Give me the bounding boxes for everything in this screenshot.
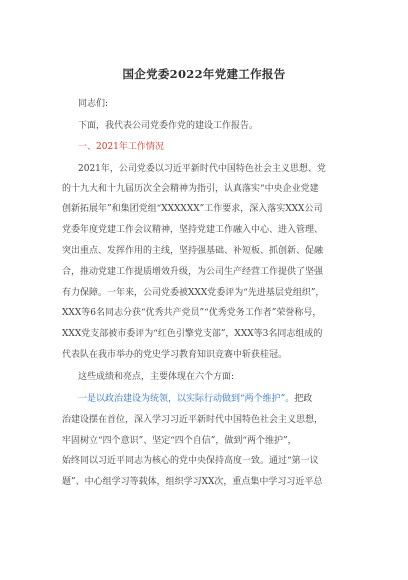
paragraph-line: 突出重点、发挥作用的主线，坚持强基础、补短板、抓创新、促融 — [62, 246, 324, 256]
paragraph-line: 这些成绩和亮点，主要体现在六个方面: — [78, 372, 235, 382]
paragraph-line: 2021年，公司党委以习近平新时代中国特色社会主义思想、党 — [78, 164, 326, 174]
salutation: 同志们: — [78, 99, 109, 109]
paragraph-line: 有力保障。一年来，公司党委被XXX党委评为“先进基层党组织”， — [62, 288, 325, 298]
paragraph-line: 题”、中心组学习等载体，组织学习XX次，重点集中学习习近平总 — [62, 477, 323, 487]
intro-line: 下面，我代表公司党委作党的建设工作报告。 — [78, 121, 259, 131]
paragraph-line: 牢固树立“四个意识”、坚定“四个自信”，做到“两个维护”， — [62, 436, 297, 446]
paragraph-line: XXX等6名同志分获“优秀共产党员”“优秀党务工作者”荣誉称号， — [62, 308, 322, 318]
point-lead: 一是以政治建设为统领，以实际行动做到“两个维护”。 — [78, 394, 295, 404]
paragraph-line: 创新拓展年”和集团党组“XXXXXX”工作要求，深入落实XXX公司 — [62, 204, 323, 214]
point-line — [78, 393, 312, 405]
section-heading: 一、2021年工作情况 — [78, 142, 164, 152]
paragraph-line: 合，推动党建工作提质增效升级，为公司生产经营工作提供了坚强 — [62, 267, 324, 277]
paragraph-line: 始终同以习近平同志为核心的党中央保持高度一致。通过“第一议 — [62, 456, 319, 466]
paragraph-line: 党委年度党建工作会议精神，坚持党建工作融入中心、进入管理、 — [62, 225, 324, 235]
point-rest: 把政 — [294, 394, 313, 404]
paragraph-line: 治建设摆在首位，深入学习习近平新时代中国特色社会主义思想， — [62, 415, 324, 425]
paragraph-line: 的十九大和十九届历次全会精神为指引，认真落实“中央企业党建 — [62, 184, 319, 194]
document-title: 国企党委2022年党建工作报告 — [122, 67, 286, 81]
paragraph-line: 代表队在我市举办的党史学习教育知识竞赛中斩获桂冠。 — [62, 350, 288, 360]
paragraph-line: XXX党支部被市委评为“红色引擎党支部”，XXX等3名同志组成的 — [62, 329, 323, 339]
